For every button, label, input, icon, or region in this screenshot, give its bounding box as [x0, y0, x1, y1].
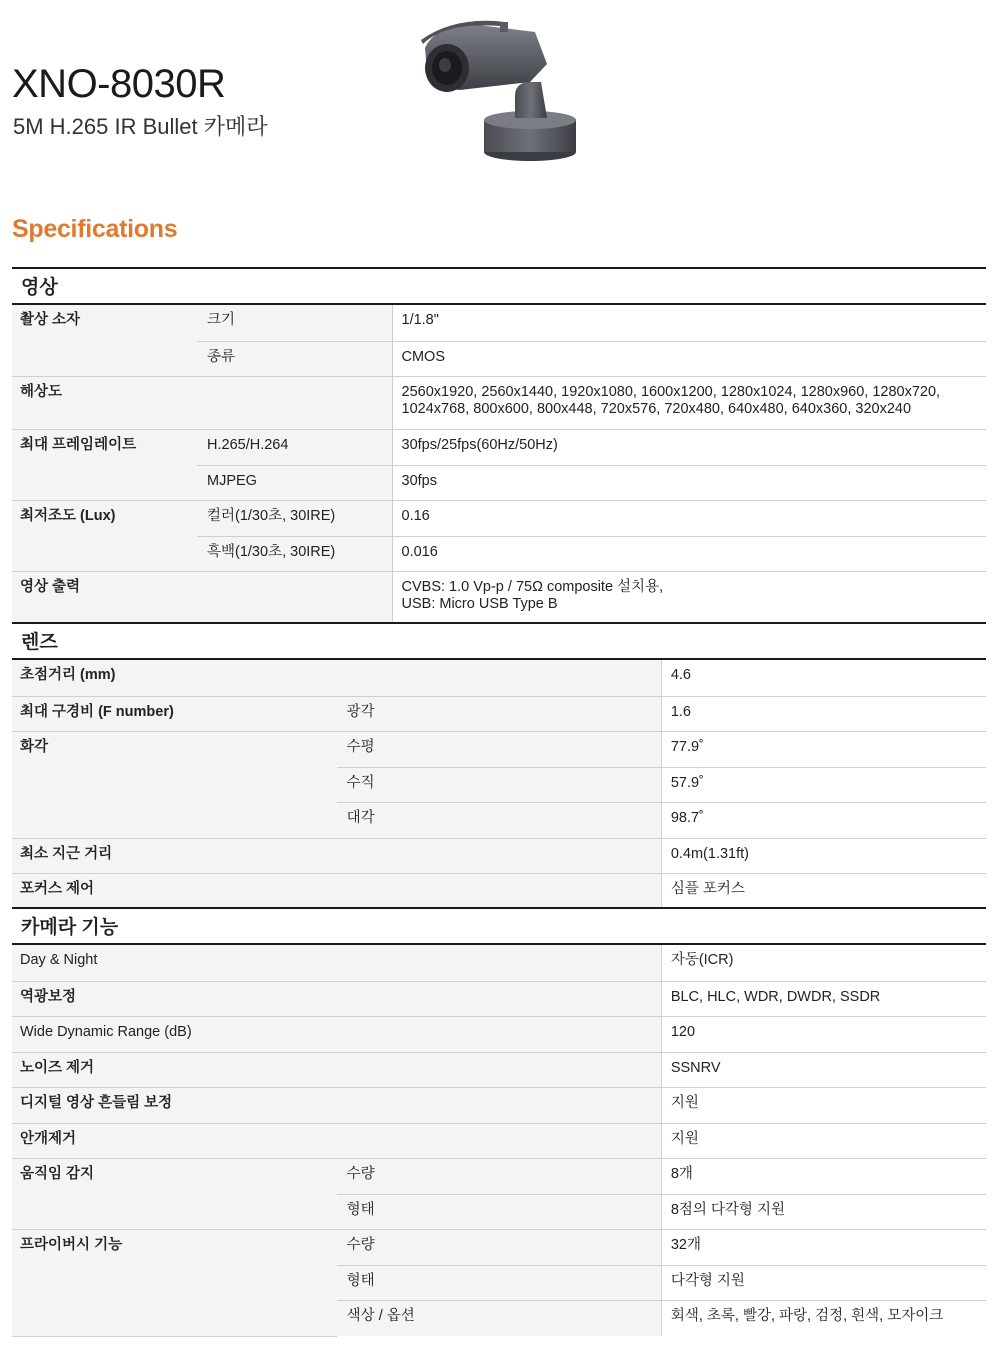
row-value: [392, 376, 986, 429]
table-row: [12, 838, 986, 873]
row-label: 프라이버시 기능: [12, 1229, 337, 1336]
row-label: Wide Dynamic Range (dB): [12, 1016, 661, 1052]
row-label: 최대 구경비 (F number): [12, 696, 337, 731]
row-label: 초점거리 (mm): [12, 660, 661, 696]
section-video-title: 영상: [12, 267, 986, 305]
row-value: 120: [661, 1016, 986, 1052]
row-value: CMOS: [392, 341, 986, 376]
row-value: 1/1.8": [392, 305, 986, 341]
row-sublabel: 수직: [337, 767, 662, 802]
row-label: 역광보정: [12, 981, 661, 1016]
row-sublabel: 수량: [337, 1158, 662, 1194]
camera-product-image: [415, 18, 595, 163]
row-sublabel: 크기: [197, 305, 392, 341]
table-row: [12, 1229, 986, 1265]
row-sublabel: MJPEG: [197, 465, 392, 500]
model-subtitle: 5M H.265 IR Bullet 카메라: [13, 114, 268, 139]
row-value: 4.6: [661, 660, 986, 696]
table-row: [12, 660, 986, 696]
table-row: [12, 945, 986, 981]
section-camera-title: 카메라 기능: [12, 907, 986, 945]
row-value: 8점의 다각형 지원: [661, 1194, 986, 1229]
lens-spec-table: [12, 660, 986, 908]
table-row: [12, 429, 986, 465]
video-spec-table: [12, 305, 986, 623]
row-sublabel: 대각: [337, 802, 662, 838]
row-value: 77.9˚: [661, 731, 986, 767]
row-value: SSNRV: [661, 1052, 986, 1087]
row-value: 자동(ICR): [661, 945, 986, 981]
row-label: 화각: [12, 731, 337, 838]
row-label: 해상도: [12, 376, 392, 429]
table-row: [12, 305, 986, 341]
specifications-heading: Specifications: [12, 215, 178, 243]
row-label: 디지털 영상 흔들림 보정: [12, 1087, 661, 1123]
row-value: 1.6: [661, 696, 986, 731]
row-sublabel: 색상 / 옵션: [337, 1300, 662, 1336]
row-label: 최대 프레임레이트: [12, 429, 197, 500]
row-sublabel: 광각: [337, 696, 662, 731]
row-sublabel: 형태: [337, 1265, 662, 1300]
table-row: [12, 1016, 986, 1052]
row-value: 지원: [661, 1123, 986, 1158]
row-value: 회색, 초록, 빨강, 파랑, 검정, 흰색, 모자이크: [661, 1300, 986, 1336]
model-name: XNO-8030R: [12, 62, 226, 106]
row-value: 지원: [661, 1087, 986, 1123]
row-value: 0.16: [392, 500, 986, 536]
row-value: 0.4m(1.31ft): [661, 838, 986, 873]
table-row: [12, 731, 986, 767]
table-row: [12, 376, 986, 429]
row-label: 최저조도 (Lux): [12, 500, 197, 571]
table-row: [12, 571, 986, 623]
spec-sheet: [12, 268, 986, 1337]
row-value: 0.016: [392, 536, 986, 571]
row-value: 8개: [661, 1158, 986, 1194]
row-value: 30fps: [392, 465, 986, 500]
value-line: 1024x768, 800x600, 800x448, 720x576, 720x480, 640x480, 640x360, 320x240: [401, 400, 912, 417]
row-sublabel: H.265/H.264: [197, 429, 392, 465]
row-label: 안개제거: [12, 1123, 661, 1158]
value-line: CVBS: 1.0 Vp-p / 75Ω composite 설치용,: [401, 578, 664, 595]
row-label: 움직임 감지: [12, 1158, 337, 1229]
row-value: BLC, HLC, WDR, DWDR, SSDR: [661, 981, 986, 1016]
section-lens-title: 렌즈: [12, 622, 986, 660]
table-row: [12, 1123, 986, 1158]
value-line: USB: Micro USB Type B: [401, 595, 558, 612]
table-row: [12, 1158, 986, 1194]
row-sublabel: 수평: [337, 731, 662, 767]
table-row: [12, 981, 986, 1016]
row-sublabel: 수량: [337, 1229, 662, 1265]
row-label: 촬상 소자: [12, 305, 197, 376]
row-label: 영상 출력: [12, 571, 392, 623]
row-value: 32개: [661, 1229, 986, 1265]
row-label: Day & Night: [12, 945, 661, 981]
table-row: [12, 696, 986, 731]
table-row: [12, 1052, 986, 1087]
row-value: 98.7˚: [661, 802, 986, 838]
table-row: [12, 1087, 986, 1123]
table-row: [12, 873, 986, 908]
row-value: [392, 571, 986, 623]
row-sublabel: 형태: [337, 1194, 662, 1229]
row-sublabel: 종류: [197, 341, 392, 376]
row-sublabel: 컬러(1/30초, 30IRE): [197, 500, 392, 536]
row-label: 포커스 제어: [12, 873, 661, 908]
row-label: 최소 지근 거리: [12, 838, 661, 873]
row-value: 다각형 지원: [661, 1265, 986, 1300]
value-line: 2560x1920, 2560x1440, 1920x1080, 1600x1200, 1280x1024, 1280x960, 1280x720,: [401, 383, 941, 400]
row-value: 심플 포커스: [661, 873, 986, 908]
row-value: 57.9˚: [661, 767, 986, 802]
table-row: [12, 500, 986, 536]
row-sublabel: 흑백(1/30초, 30IRE): [197, 536, 392, 571]
row-label: 노이즈 제거: [12, 1052, 661, 1087]
camera-function-table: [12, 945, 986, 1337]
row-value: 30fps/25fps(60Hz/50Hz): [392, 429, 986, 465]
